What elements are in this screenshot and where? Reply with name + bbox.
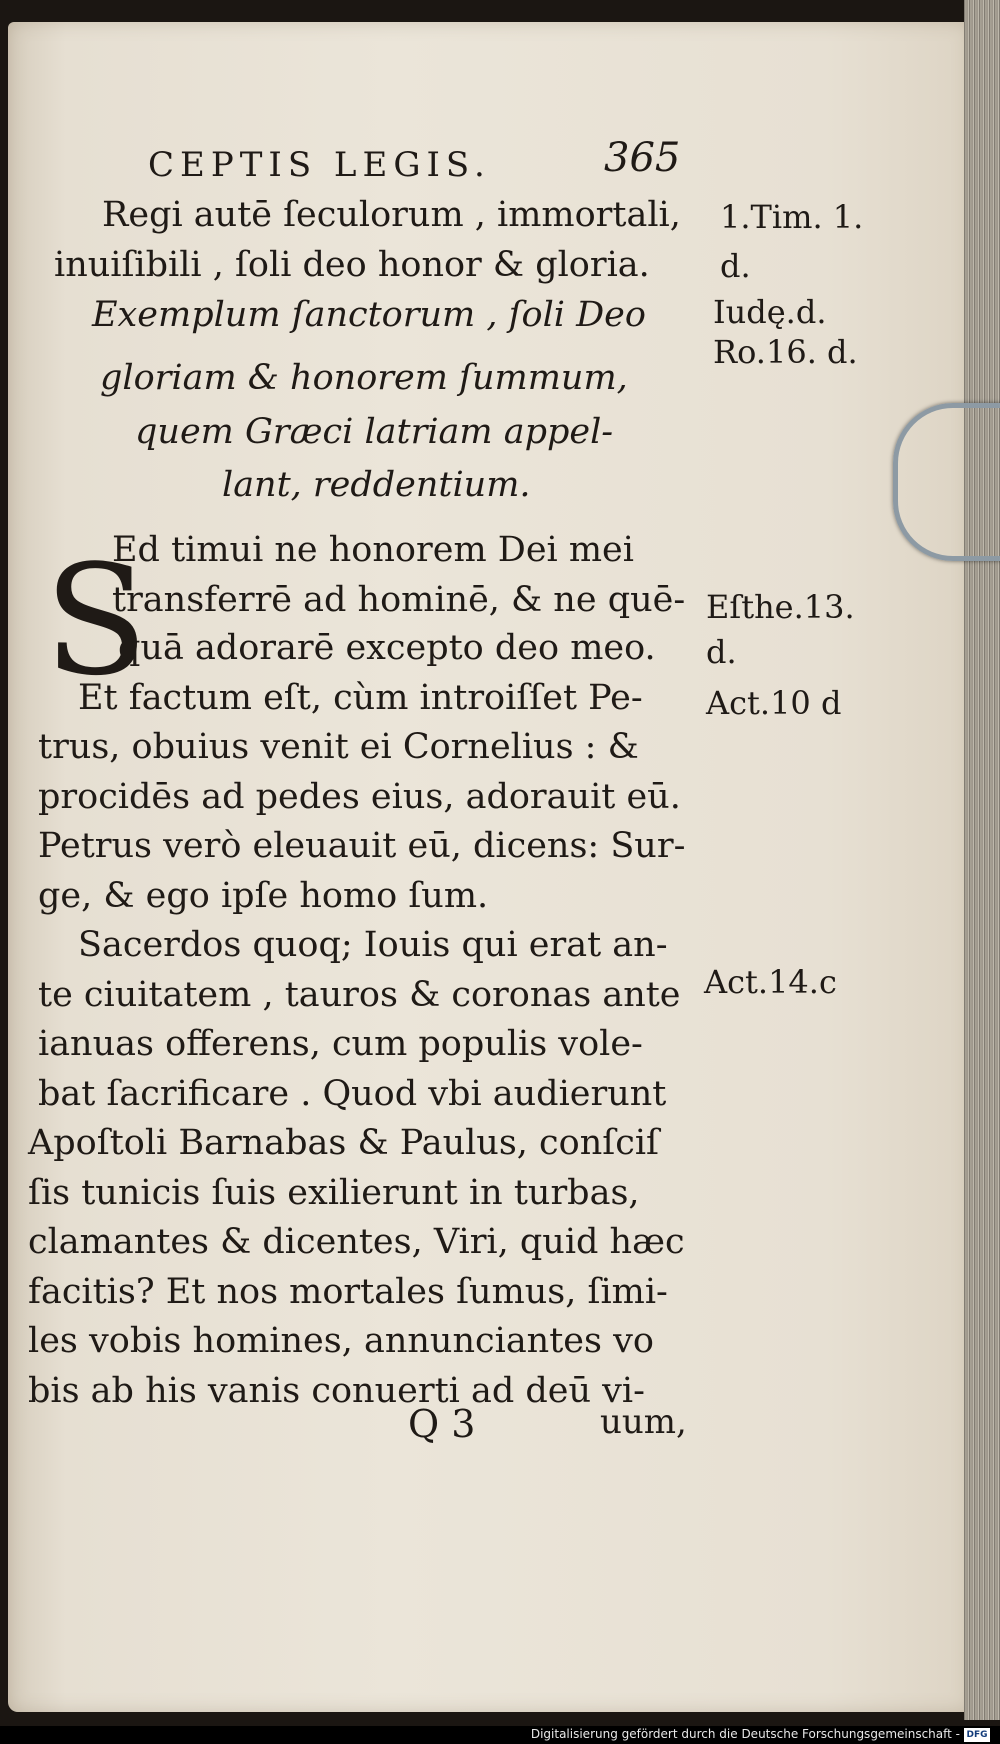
signature-mark: Q 3: [408, 1402, 476, 1446]
text-line: Regi autē ſeculorum , immortali,: [102, 195, 681, 235]
margin-note: Act.10 d: [706, 684, 842, 722]
text-line: facitis? Et nos mortales ſumus, ſimi-: [28, 1272, 668, 1312]
text-line: quem Græci latriam appel-: [135, 412, 614, 452]
margin-note: Eſthe.13.: [706, 588, 855, 626]
text-line: te ciuitatem , tauros & coronas ante: [38, 975, 681, 1015]
text-line: ianuas offerens, cum populis vole-: [38, 1024, 643, 1064]
running-title: CEPTIS LEGIS.: [148, 145, 491, 185]
margin-note: 1.Tim. 1.: [720, 198, 864, 236]
text-line: lant, reddentium.: [222, 465, 531, 505]
text-line: procidēs ad pedes eius, adorauit eū.: [38, 777, 681, 817]
text-line: Petrus verò eleuauit eū, dicens: Sur-: [38, 826, 686, 866]
text-line: gloriam & honorem ſummum,: [100, 358, 628, 398]
text-line: bis ab his vanis conuerti ad deū vi-: [28, 1371, 645, 1411]
paper-clip: [893, 403, 1000, 561]
text-line: transferrē ad hominē, & ne quē-: [112, 580, 686, 620]
text-line: ſis tunicis ſuis exilierunt in turbas,: [28, 1173, 640, 1213]
dropcap-initial: S: [44, 532, 149, 709]
footer-credit: Digitalisierung gefördert durch die Deutsche Forschungsgemeinschaft -: [530, 1727, 960, 1741]
text-line: Sacerdos quoq; Iouis qui erat an-: [78, 925, 668, 965]
text-line: les vobis homines, annunciantes vo: [28, 1321, 654, 1361]
text-line: Et factum eſt, cùm introiſſet Pe-: [78, 678, 643, 718]
page-number: 365: [604, 135, 681, 181]
text-line: Ed timui ne honorem Dei mei: [112, 530, 634, 570]
margin-note: d.: [720, 247, 751, 285]
text-line: Apoſtoli Barnabas & Paulus, conſciſ: [28, 1123, 659, 1163]
text-line: ge, & ego ipſe homo ſum.: [38, 876, 489, 916]
page-edges: [964, 0, 1000, 1720]
dfg-logo-icon: DFG: [964, 1728, 990, 1742]
margin-note: Iudę.d.: [713, 293, 827, 331]
catchword: uum,: [600, 1402, 687, 1442]
text-line: quā adorarē excepto deo meo.: [118, 628, 656, 668]
text-line: trus, obuius venit ei Cornelius : &: [38, 727, 639, 767]
margin-note: Ro.16. d.: [713, 333, 858, 371]
text-line: bat ſacrificare . Quod vbi audierunt: [38, 1074, 667, 1114]
margin-note: Act.14.c: [704, 963, 837, 1001]
margin-note: d.: [706, 633, 737, 671]
text-line: inuiſibili , ſoli deo honor & gloria.: [54, 245, 650, 285]
text-line: clamantes & dicentes, Viri, quid hæc: [28, 1222, 685, 1262]
text-line: Exemplum ſanctorum , ſoli Deo: [92, 295, 646, 335]
